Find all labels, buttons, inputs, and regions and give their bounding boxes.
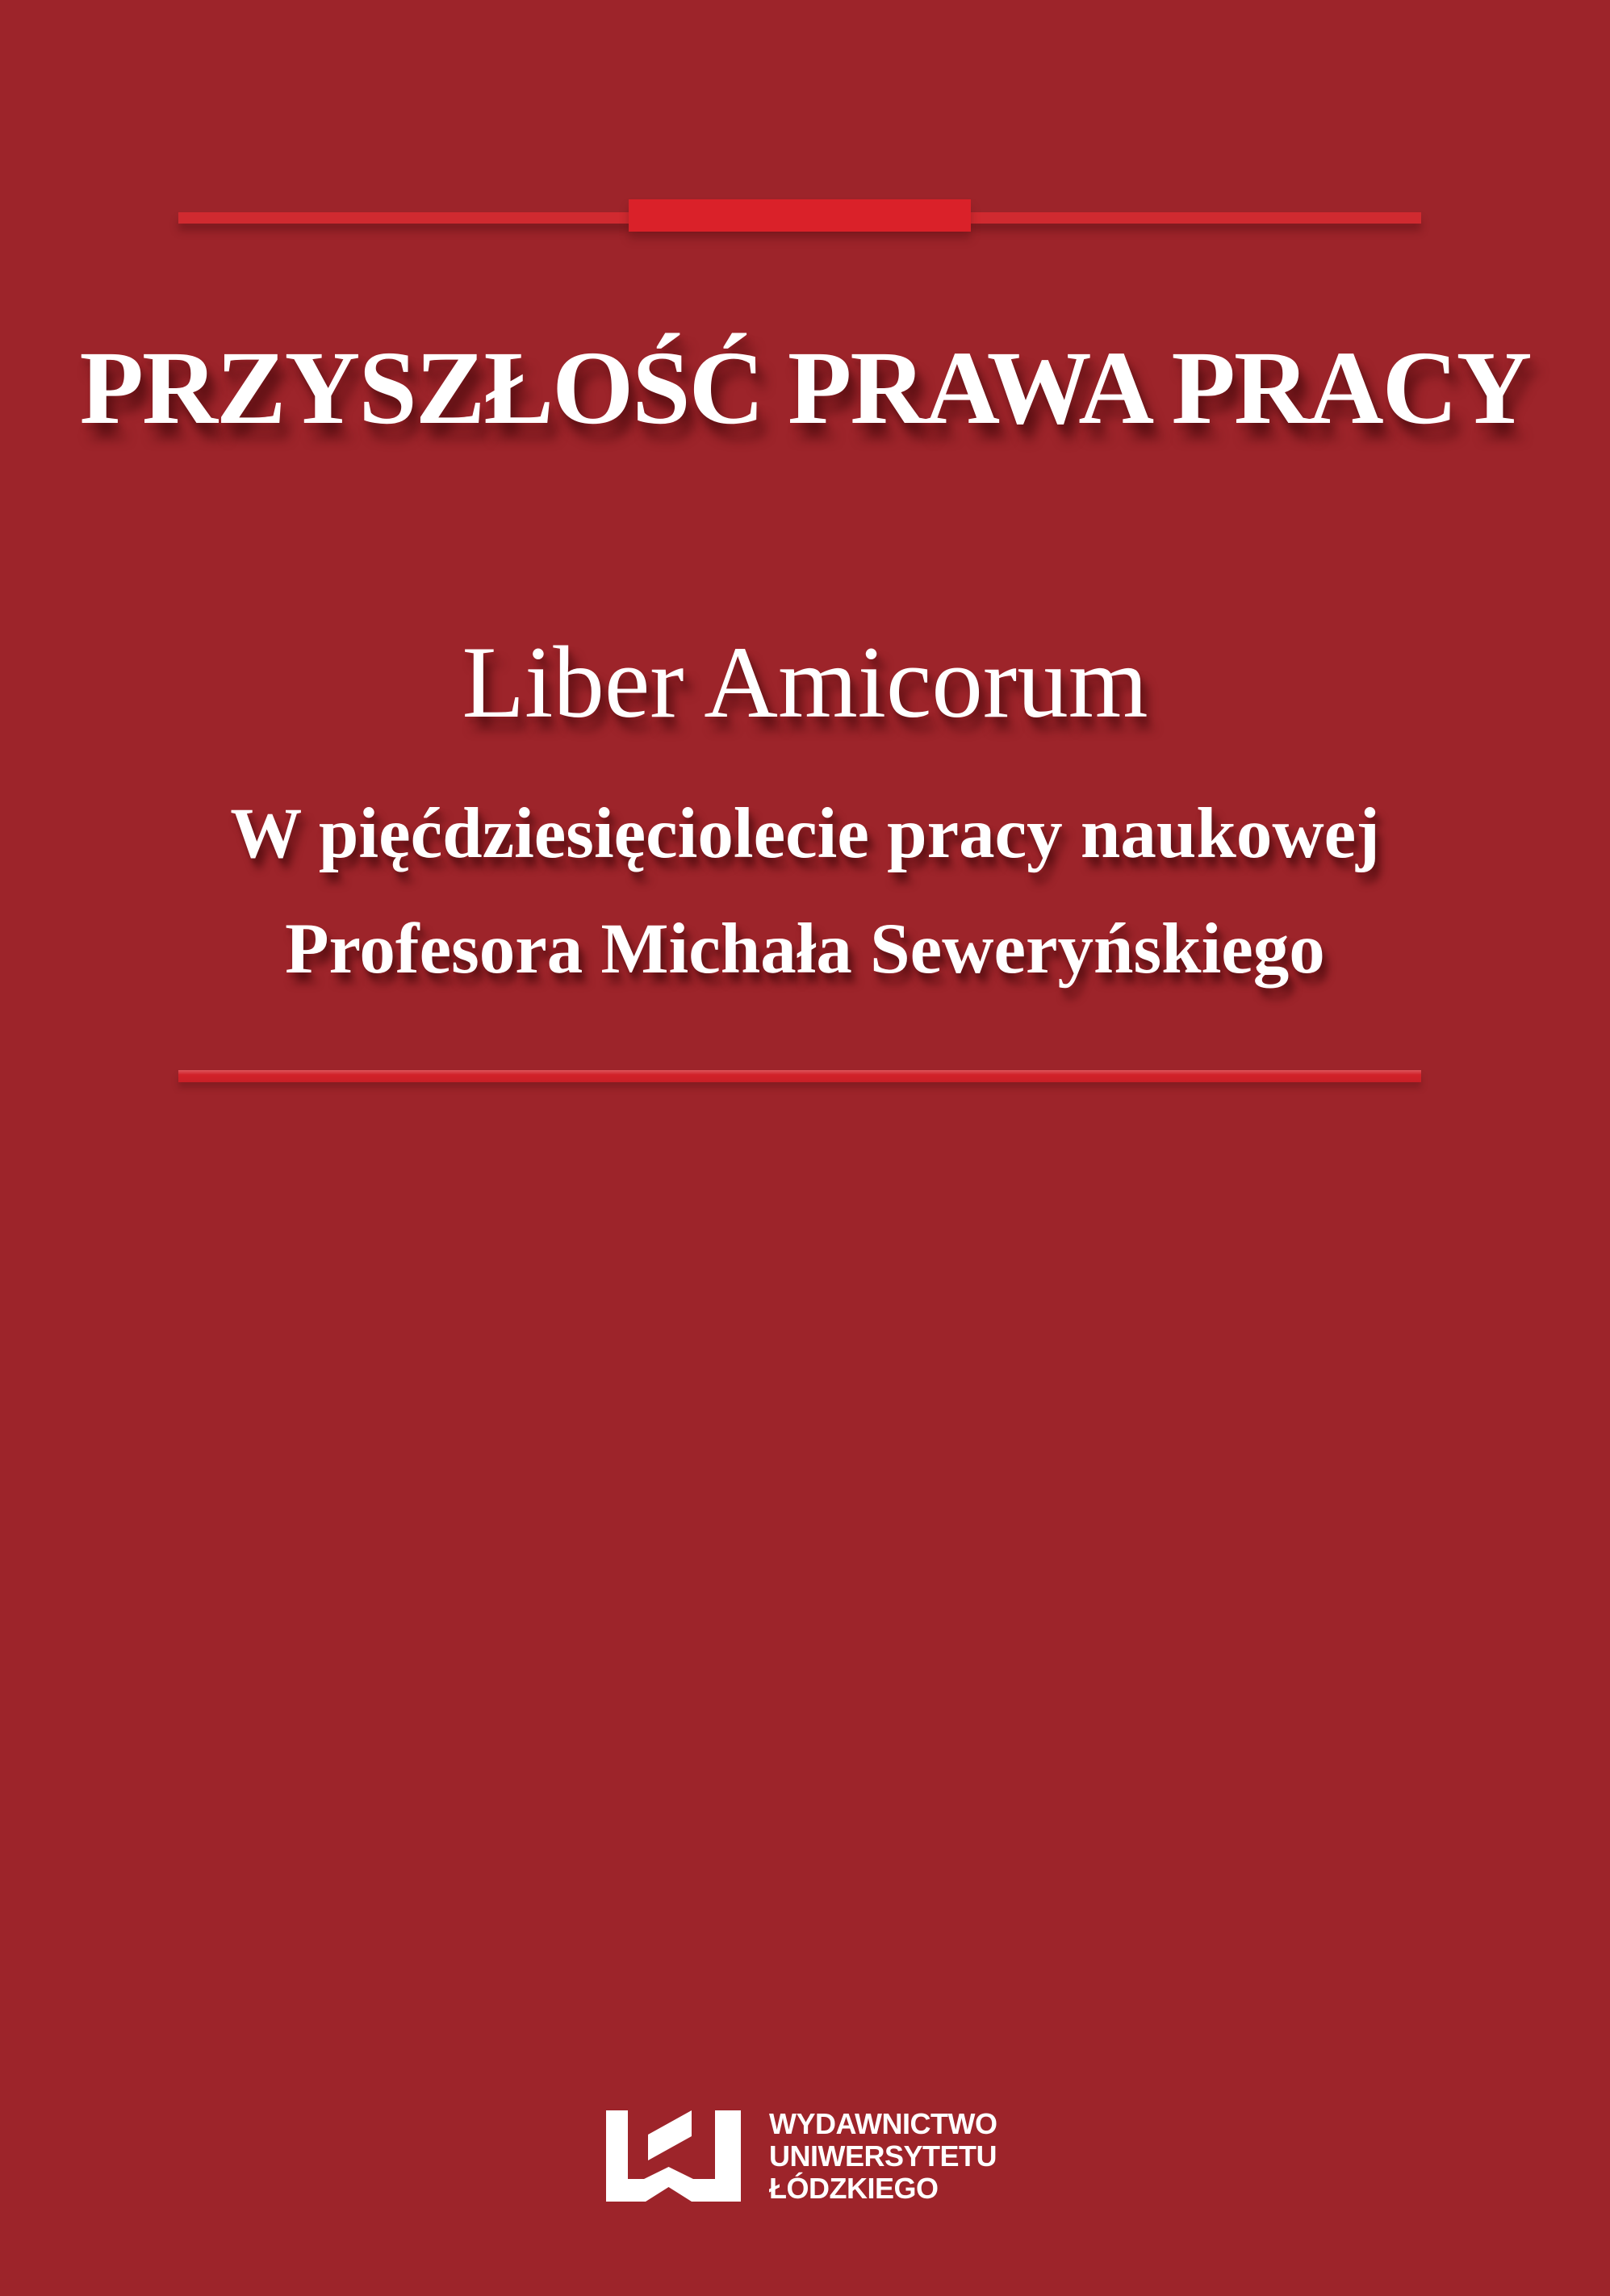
- book-title: PRZYSZŁOŚĆ PRAWA PRACY: [79, 330, 1531, 446]
- book-subtitle: Liber Amicorum: [462, 626, 1148, 739]
- dedication-line-2: Profesora Michała Seweryńskiego: [285, 910, 1325, 989]
- publisher-logo: [606, 2108, 997, 2205]
- publisher-name-line-3: ŁÓDZKIEGO: [769, 2172, 939, 2205]
- publisher-name: [769, 2108, 997, 2205]
- publisher-name-line-2: UNIWERSYTETU: [769, 2139, 997, 2173]
- dedication-line-1: W pięćdziesięciolecie pracy naukowej: [230, 794, 1380, 873]
- bottom-rule: [178, 1070, 1421, 1082]
- lodz-university-press-logo-icon: [606, 2110, 741, 2202]
- top-rule: [178, 212, 1421, 224]
- top-rule-accent-block: [629, 199, 971, 232]
- publisher-name-line-1: WYDAWNICTWO: [769, 2107, 997, 2140]
